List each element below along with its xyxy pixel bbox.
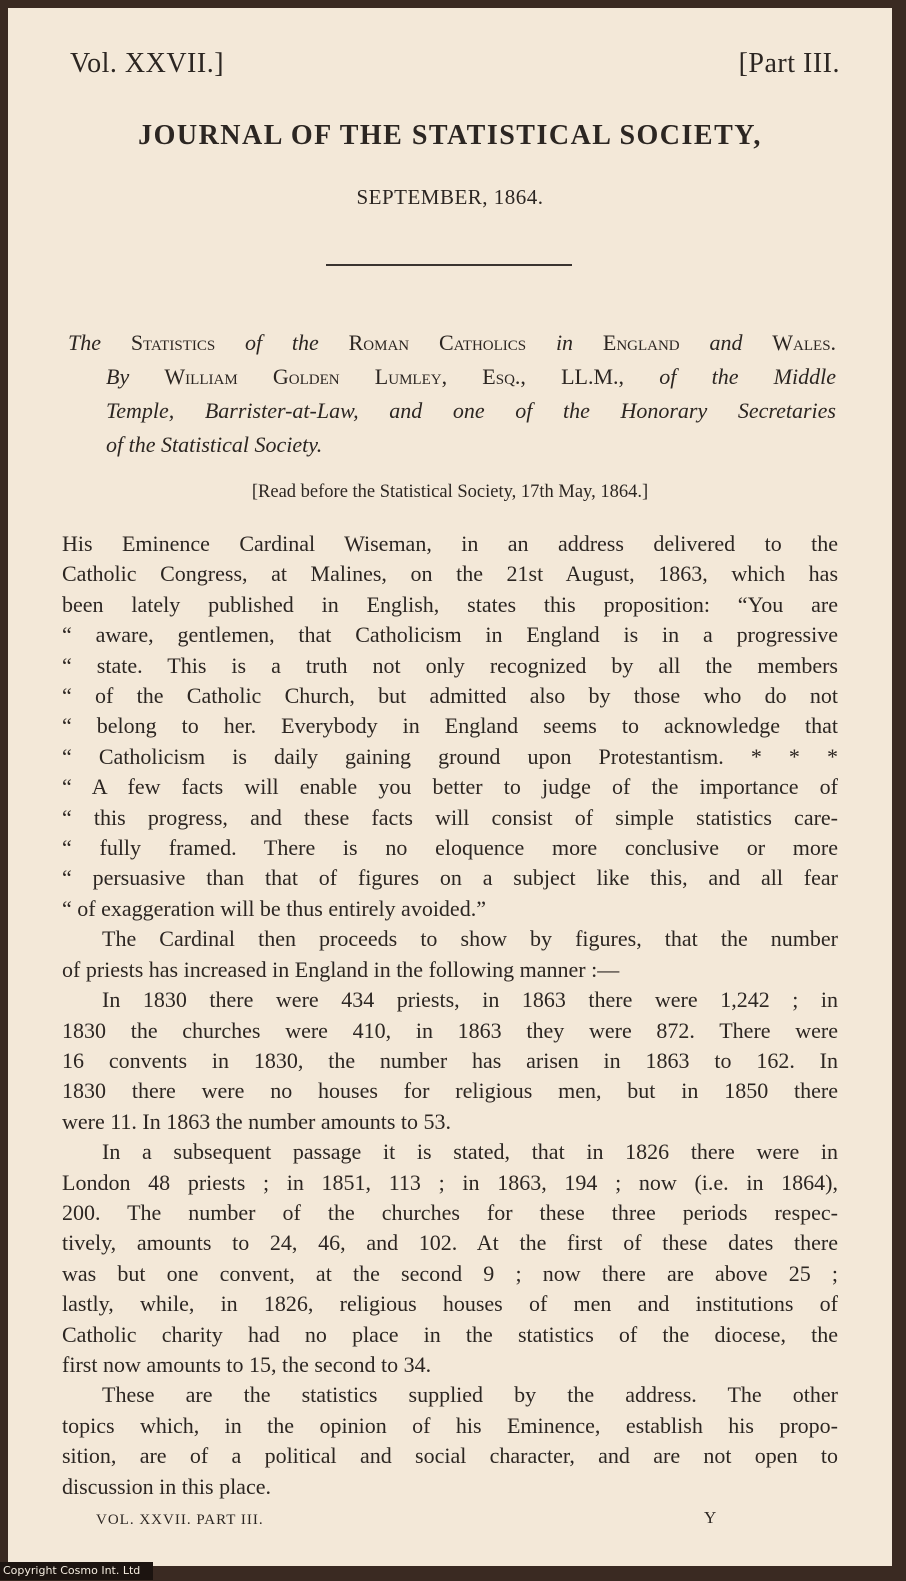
article-body [62,529,838,1502]
text-line-last: first now amounts to 15, the second to 34. [62,1351,432,1377]
copyright-notice: Copyright Cosmo Int. Ltd [0,1562,153,1580]
author-affiliation-end: of the Statistical Society. [106,432,323,457]
text-line: “ belong to her. Everybody in England seems to acknowledge that [62,713,838,739]
text-line: “ this progress, and these facts will consist of simple statistics care- [62,804,838,830]
text-line: His Eminence Cardinal Wiseman, in an address delivered to the [62,531,838,556]
volume-heading: Vol. XXVII.] [70,48,225,79]
text-line: London 48 priests ; in 1851, 113 ; in 1863, 194 ; now (i.e. in 1864), [62,1169,838,1195]
text-line: “ persuasive than that of figures on a subject like this, and all fear [62,865,838,891]
text-line: 1830 the churches were 410, in 1863 they were 872. There were [62,1017,838,1043]
text-line-last: were 11. In 1863 the number amounts to 53. [62,1108,451,1134]
text-line: In 1830 there were 434 priests, in 1863 there were 1,242 ; in [102,987,838,1013]
text-line: Catholic charity had no place in the statistics of the diocese, the [62,1321,838,1347]
text-line: “ fully framed. There is no eloquence more conclusive or more [62,835,838,861]
text-line: Catholic Congress, at Malines, on the 21st August, 1863, which has [62,561,838,587]
text-line: “ A few facts will enable you better to judge of the importance of [62,774,838,800]
text-line: “ aware, gentlemen, that Catholicism in England is in a progressive [62,622,838,648]
text-line: The Cardinal then proceeds to show by figures, that the number [102,926,838,952]
article-title-block [68,326,836,462]
footer-line: VOL. XXVII. PART III. [96,1512,264,1528]
journal-page [8,8,892,1566]
body-paragraph [62,529,838,924]
text-line-last: “ of exaggeration will be thus entirely avoided.” [62,895,486,921]
title-divider [326,264,572,266]
text-line: been lately published in English, states this proposition: “You are [62,591,838,617]
text-line: sition, are of a political and social character, and are not open to [62,1443,838,1469]
text-line: was but one convent, at the second 9 ; now there are above 25 ; [62,1260,838,1286]
body-paragraph [62,985,838,1137]
text-line: “ state. This is a truth not only recognized by all the members [62,652,838,678]
author-byline: By William Golden Lumley, Esq., LL.M., of the Middle [106,364,836,389]
journal-date: SEPTEMBER, 1864. [356,185,544,209]
text-line: 200. The number of the churches for these three periods respec- [62,1199,838,1225]
body-paragraph [62,1380,838,1502]
author-name: William Golden Lumley [164,364,442,389]
body-paragraph [62,1137,838,1380]
text-line-last: discussion in this place. [62,1473,271,1499]
text-line: “ Catholicism is daily gaining ground upon Protestantism. * * * [62,743,838,769]
text-line: 16 convents in 1830, the number has arisen in 1863 to 162. In [62,1047,838,1073]
article-title: The Statistics of the Roman Catholics in England and Wales. [68,330,837,355]
signature-mark: Y [704,1508,717,1527]
body-paragraph [62,924,838,985]
text-line: “ of the Catholic Church, but admitted also by those who do not [62,683,838,709]
text-line: topics which, in the opinion of his Eminence, establish his propo- [62,1412,838,1438]
text-line: In a subsequent passage it is stated, that in 1826 there were in [102,1139,838,1165]
journal-title: JOURNAL OF THE STATISTICAL SOCIETY, [138,120,762,151]
text-line: tively, amounts to 24, 46, and 102. At the first of these dates there [62,1230,838,1256]
read-note: [Read before the Statistical Society, 17th May, 1864.] [251,482,649,502]
author-affiliation: Temple, Barrister-at-Law, and one of the Honorary Secretaries [106,398,836,423]
text-line: These are the statistics supplied by the address. The other [102,1382,838,1408]
text-line-last: of priests has increased in England in the following manner :— [62,956,620,982]
text-line: lastly, while, in 1826, religious houses of men and institutions of [62,1291,838,1317]
text-line: 1830 there were no houses for religious men, but in 1850 there [62,1078,838,1104]
part-heading: [Part III. [738,48,840,79]
